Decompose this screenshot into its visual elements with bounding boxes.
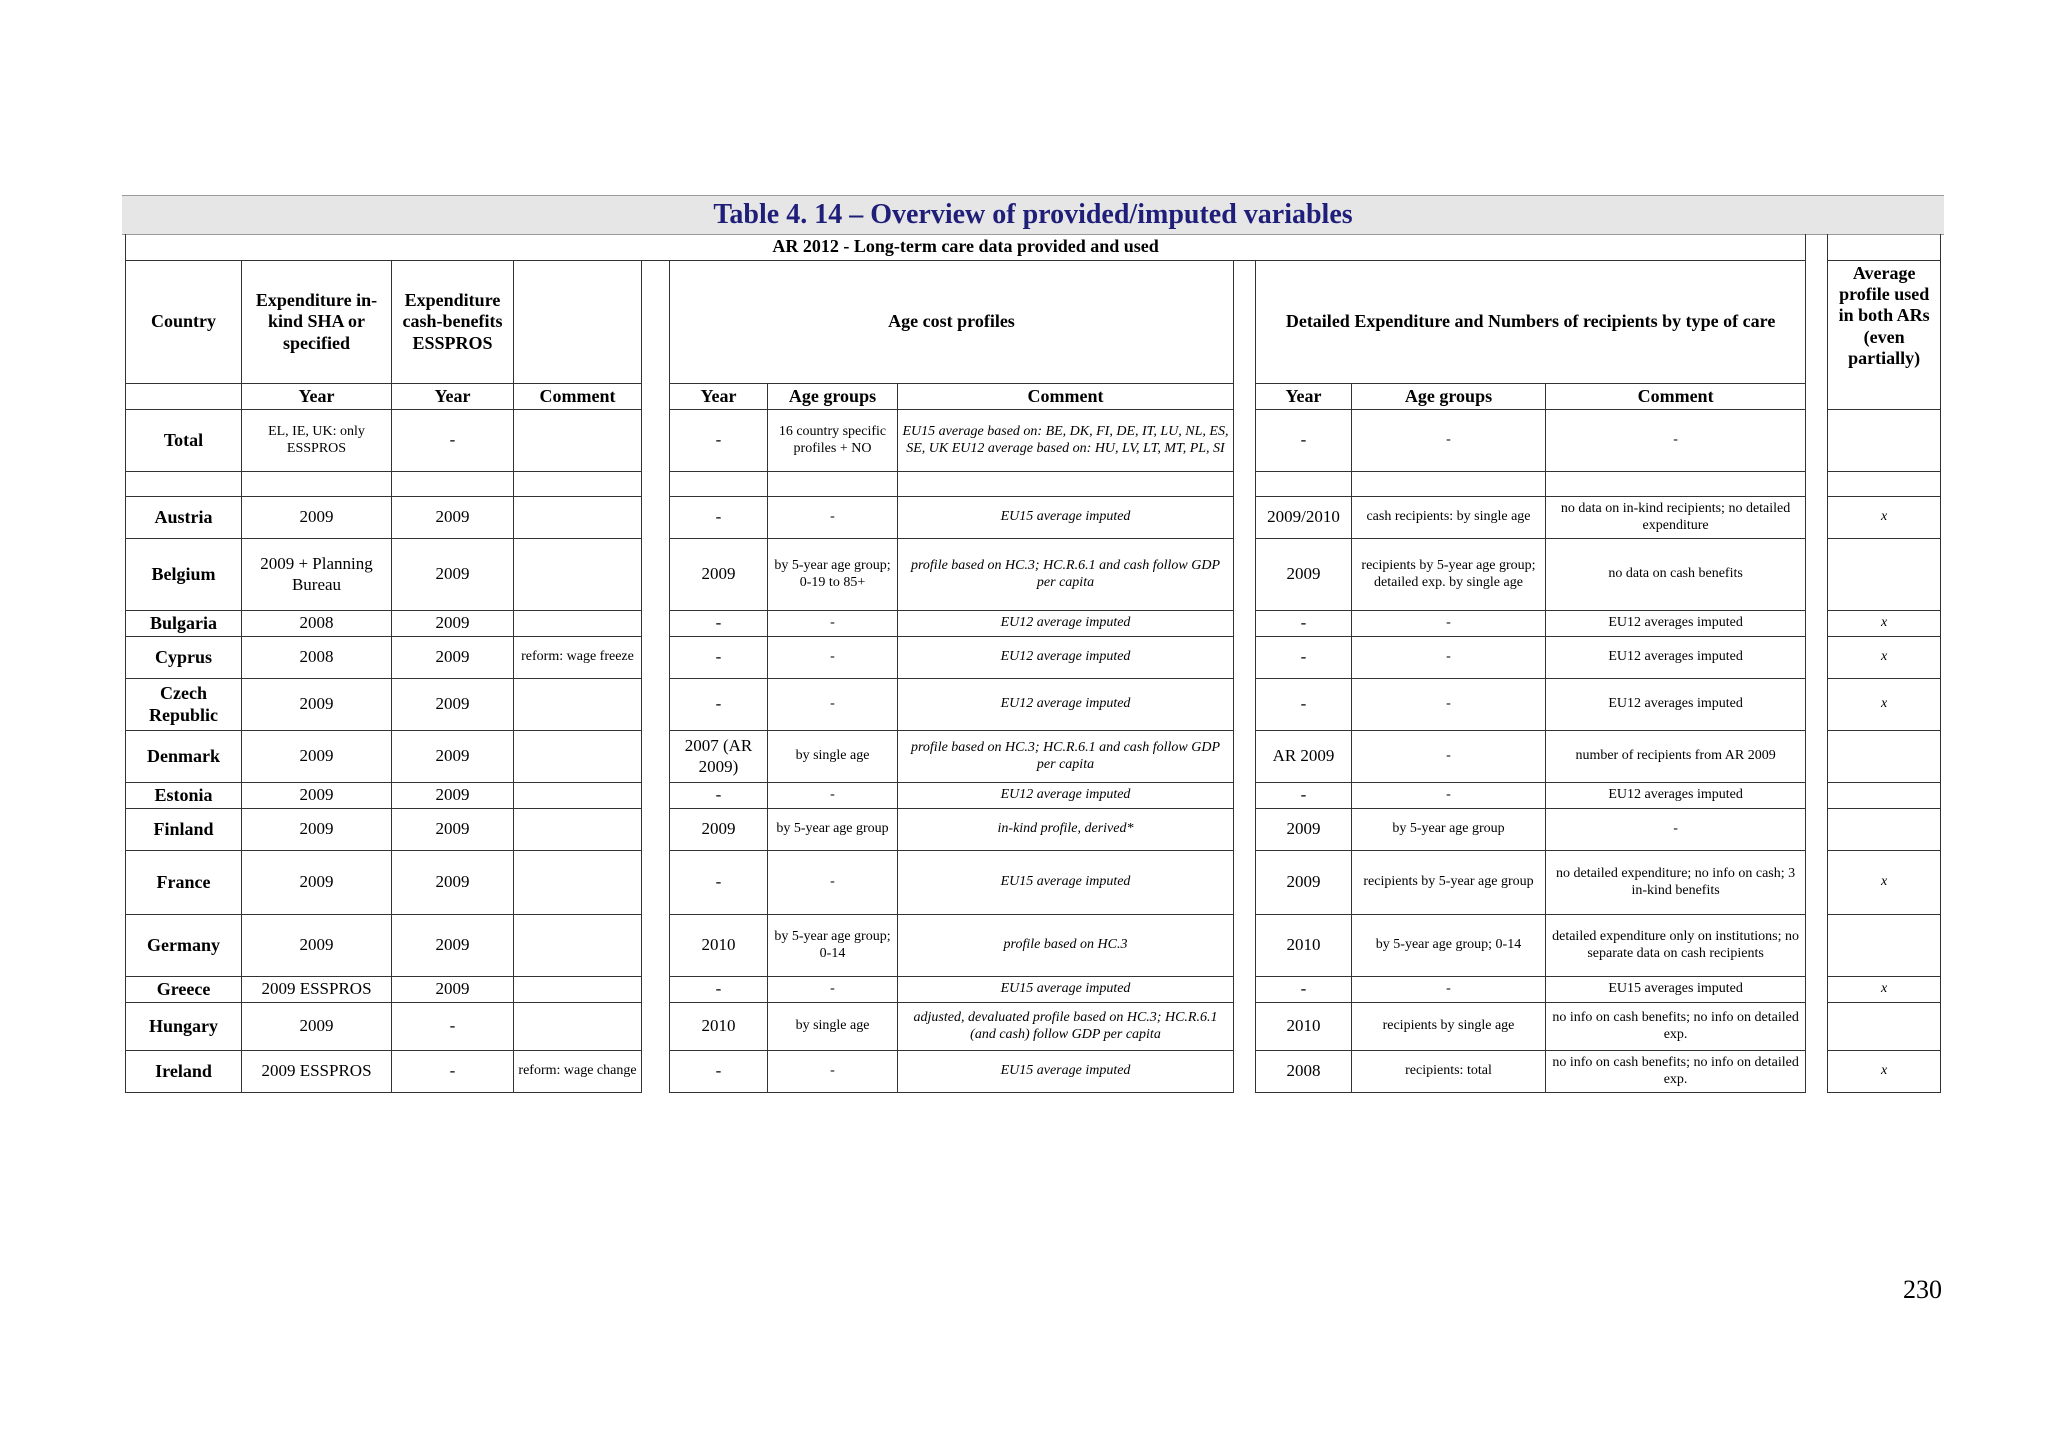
detailed-comment: detailed expenditure only on institutions; no separate data on cash recipients	[1546, 915, 1806, 977]
comment	[514, 731, 642, 783]
gap-cell	[642, 410, 670, 472]
detailed-year: 2010	[1256, 915, 1352, 977]
table-row	[126, 977, 1941, 1003]
detailed-comment: EU12 averages imputed	[1546, 611, 1806, 637]
caption-row	[126, 234, 1941, 261]
age-cost-comment	[898, 472, 1234, 497]
comment	[514, 915, 642, 977]
gap-cell	[642, 1051, 670, 1093]
age-cost-age-groups: -	[768, 637, 898, 679]
age-cost-year: 2009	[670, 809, 768, 851]
country-name: France	[126, 851, 242, 915]
gap-cell	[642, 611, 670, 637]
age-cost-year: -	[670, 977, 768, 1003]
subheader-year: Year	[670, 384, 768, 410]
age-cost-year: 2007 (AR 2009)	[670, 731, 768, 783]
age-cost-age-groups: -	[768, 977, 898, 1003]
gap-cell	[642, 915, 670, 977]
average-profile-mark: x	[1828, 679, 1941, 731]
age-cost-year: -	[670, 1051, 768, 1093]
exp-cash-year: 2009	[392, 637, 514, 679]
age-cost-year	[670, 472, 768, 497]
exp-inkind-year: 2009	[242, 915, 392, 977]
detailed-age-groups: -	[1352, 731, 1546, 783]
table-row	[126, 410, 1941, 472]
gap-cell	[1234, 637, 1256, 679]
comment: reform: wage change	[514, 1051, 642, 1093]
exp-inkind-year: 2009 + Planning Bureau	[242, 539, 392, 611]
average-profile-mark	[1828, 809, 1941, 851]
age-cost-comment: profile based on HC.3; HC.R.6.1 and cash follow GDP per capita	[898, 539, 1234, 611]
gap-cell	[1234, 809, 1256, 851]
subheader-year: Year	[392, 384, 514, 410]
table-caption: AR 2012 - Long-term care data provided and used	[126, 234, 1806, 261]
header-row	[126, 261, 1941, 384]
average-profile-mark	[1828, 731, 1941, 783]
gap-cell	[1806, 539, 1828, 611]
age-cost-age-groups: -	[768, 611, 898, 637]
table-row	[126, 679, 1941, 731]
table-row	[126, 637, 1941, 679]
table-row	[126, 851, 1941, 915]
subheader-comment: Comment	[898, 384, 1234, 410]
detailed-age-groups: recipients by 5-year age group; detailed exp. by single age	[1352, 539, 1546, 611]
average-profile-mark: x	[1828, 1051, 1941, 1093]
subheader-comment: Comment	[514, 384, 642, 410]
comment	[514, 497, 642, 539]
gap-cell	[642, 783, 670, 809]
exp-cash-year: 2009	[392, 731, 514, 783]
age-cost-comment: adjusted, devaluated profile based on HC.3; HC.R.6.1 (and cash) follow GDP per capita	[898, 1003, 1234, 1051]
header-detailed-expenditure: Detailed Expenditure and Numbers of recipients by type of care	[1256, 261, 1806, 384]
exp-cash-year: 2009	[392, 539, 514, 611]
header-blank	[514, 261, 642, 384]
detailed-age-groups: -	[1352, 611, 1546, 637]
country-name: Germany	[126, 915, 242, 977]
gap-cell	[1234, 679, 1256, 731]
subheader-comment: Comment	[1546, 384, 1806, 410]
exp-inkind-year: 2009	[242, 809, 392, 851]
detailed-year: -	[1256, 679, 1352, 731]
ltc-overview-table	[125, 234, 1941, 1093]
header-exp-cash: Expenditure cash-benefits ESSPROS	[392, 261, 514, 384]
age-cost-year: -	[670, 679, 768, 731]
gap-cell	[1234, 261, 1256, 384]
comment	[514, 783, 642, 809]
average-profile-mark: x	[1828, 637, 1941, 679]
age-cost-age-groups: by single age	[768, 731, 898, 783]
detailed-age-groups: recipients: total	[1352, 1051, 1546, 1093]
detailed-comment: number of recipients from AR 2009	[1546, 731, 1806, 783]
country-name: Ireland	[126, 1051, 242, 1093]
gap-cell	[1806, 410, 1828, 472]
page-number: 230	[1903, 1275, 1942, 1304]
detailed-age-groups: -	[1352, 637, 1546, 679]
gap-cell	[642, 1003, 670, 1051]
age-cost-year: -	[670, 637, 768, 679]
gap-cell	[642, 679, 670, 731]
table-row	[126, 731, 1941, 783]
gap-cell	[1806, 637, 1828, 679]
gap-cell	[1234, 410, 1256, 472]
gap-cell	[1806, 851, 1828, 915]
country-name: Hungary	[126, 1003, 242, 1051]
comment	[514, 809, 642, 851]
gap-cell	[1806, 611, 1828, 637]
exp-inkind-year: 2009	[242, 1003, 392, 1051]
gap-cell	[1806, 1051, 1828, 1093]
exp-inkind-year: 2009	[242, 679, 392, 731]
table-title: Table 4. 14 – Overview of provided/imputed variables	[713, 199, 1353, 230]
detailed-comment: EU15 averages imputed	[1546, 977, 1806, 1003]
gap-cell	[642, 384, 670, 410]
comment	[514, 539, 642, 611]
country-name: Bulgaria	[126, 611, 242, 637]
average-profile-mark	[1828, 1003, 1941, 1051]
age-cost-year: -	[670, 611, 768, 637]
exp-inkind-year: 2009 ESSPROS	[242, 1051, 392, 1093]
age-cost-age-groups: -	[768, 497, 898, 539]
age-cost-comment: profile based on HC.3; HC.R.6.1 and cash follow GDP per capita	[898, 731, 1234, 783]
detailed-year: -	[1256, 637, 1352, 679]
average-profile-mark	[1828, 539, 1941, 611]
detailed-comment: EU12 averages imputed	[1546, 637, 1806, 679]
gap-cell	[1234, 731, 1256, 783]
average-profile-mark: x	[1828, 851, 1941, 915]
exp-inkind-year: 2009	[242, 783, 392, 809]
exp-cash-year	[392, 472, 514, 497]
detailed-comment: no data on cash benefits	[1546, 539, 1806, 611]
gap-cell	[1806, 977, 1828, 1003]
average-profile-mark: x	[1828, 977, 1941, 1003]
detailed-age-groups: by 5-year age group	[1352, 809, 1546, 851]
subheader-row	[126, 384, 1941, 410]
gap-cell	[1806, 497, 1828, 539]
exp-inkind-year: EL, IE, UK: only ESSPROS	[242, 410, 392, 472]
exp-cash-year: 2009	[392, 783, 514, 809]
subheader-age-groups: Age groups	[768, 384, 898, 410]
detailed-year: 2008	[1256, 1051, 1352, 1093]
detailed-year: 2009	[1256, 809, 1352, 851]
gap-cell	[1806, 234, 1828, 261]
average-profile-mark	[1828, 472, 1941, 497]
country-name: Total	[126, 410, 242, 472]
table-row	[126, 539, 1941, 611]
exp-cash-year: 2009	[392, 809, 514, 851]
gap-cell	[1806, 261, 1828, 384]
gap-cell	[642, 731, 670, 783]
gap-cell	[1234, 539, 1256, 611]
comment	[514, 679, 642, 731]
country-name: Finland	[126, 809, 242, 851]
age-cost-comment: EU15 average based on: BE, DK, FI, DE, IT, LU, NL, ES, SE, UK EU12 average based on: HU, LV, LT, MT, PL, SI	[898, 410, 1234, 472]
exp-cash-year: 2009	[392, 497, 514, 539]
gap-cell	[1234, 783, 1256, 809]
age-cost-comment: EU12 average imputed	[898, 611, 1234, 637]
exp-cash-year: 2009	[392, 977, 514, 1003]
gap-cell	[642, 851, 670, 915]
gap-cell	[1234, 977, 1256, 1003]
header-exp-inkind: Expenditure in-kind SHA or specified	[242, 261, 392, 384]
average-profile-mark	[1828, 783, 1941, 809]
exp-inkind-year: 2009 ESSPROS	[242, 977, 392, 1003]
country-name: Denmark	[126, 731, 242, 783]
age-cost-age-groups: by single age	[768, 1003, 898, 1051]
comment	[514, 851, 642, 915]
gap-cell	[642, 497, 670, 539]
gap-cell	[642, 809, 670, 851]
age-cost-age-groups: -	[768, 679, 898, 731]
gap-cell	[1234, 915, 1256, 977]
spacer-row	[126, 472, 1941, 497]
gap-cell	[1806, 809, 1828, 851]
detailed-year: AR 2009	[1256, 731, 1352, 783]
age-cost-comment: EU12 average imputed	[898, 637, 1234, 679]
detailed-comment: no info on cash benefits; no info on detailed exp.	[1546, 1051, 1806, 1093]
detailed-age-groups: recipients by 5-year age group	[1352, 851, 1546, 915]
age-cost-age-groups: 16 country specific profiles + NO	[768, 410, 898, 472]
gap-cell	[642, 977, 670, 1003]
header-country: Country	[126, 261, 242, 384]
age-cost-comment: EU12 average imputed	[898, 783, 1234, 809]
blank-cell	[1828, 234, 1941, 261]
table-row	[126, 497, 1941, 539]
gap-cell	[1234, 384, 1256, 410]
comment	[514, 472, 642, 497]
table-row	[126, 809, 1941, 851]
age-cost-comment: EU15 average imputed	[898, 497, 1234, 539]
gap-cell	[1234, 1003, 1256, 1051]
age-cost-comment: in-kind profile, derived*	[898, 809, 1234, 851]
detailed-year: 2009/2010	[1256, 497, 1352, 539]
table-row	[126, 1051, 1941, 1093]
detailed-year: -	[1256, 611, 1352, 637]
age-cost-year: -	[670, 783, 768, 809]
comment	[514, 611, 642, 637]
country-name	[126, 472, 242, 497]
detailed-year	[1256, 472, 1352, 497]
age-cost-comment: EU15 average imputed	[898, 977, 1234, 1003]
detailed-age-groups: -	[1352, 679, 1546, 731]
comment: reform: wage freeze	[514, 637, 642, 679]
age-cost-year: 2010	[670, 1003, 768, 1051]
detailed-comment	[1546, 472, 1806, 497]
country-name: Cyprus	[126, 637, 242, 679]
average-profile-mark	[1828, 410, 1941, 472]
age-cost-year: 2009	[670, 539, 768, 611]
detailed-age-groups: -	[1352, 783, 1546, 809]
gap-cell	[1234, 1051, 1256, 1093]
gap-cell	[1234, 611, 1256, 637]
average-profile-mark: x	[1828, 497, 1941, 539]
comment	[514, 410, 642, 472]
detailed-comment: EU12 averages imputed	[1546, 679, 1806, 731]
subheader-year: Year	[1256, 384, 1352, 410]
detailed-comment: EU12 averages imputed	[1546, 783, 1806, 809]
country-name: Belgium	[126, 539, 242, 611]
detailed-comment: no detailed expenditure; no info on cash; 3 in-kind benefits	[1546, 851, 1806, 915]
detailed-year: -	[1256, 410, 1352, 472]
gap-cell	[1806, 783, 1828, 809]
detailed-year: 2009	[1256, 539, 1352, 611]
age-cost-age-groups: -	[768, 783, 898, 809]
table-row	[126, 611, 1941, 637]
comment	[514, 1003, 642, 1051]
detailed-comment: -	[1546, 809, 1806, 851]
age-cost-year: -	[670, 497, 768, 539]
exp-cash-year: -	[392, 1003, 514, 1051]
gap-cell	[642, 637, 670, 679]
detailed-comment: no info on cash benefits; no info on detailed exp.	[1546, 1003, 1806, 1051]
detailed-year: 2009	[1256, 851, 1352, 915]
average-profile-mark: x	[1828, 611, 1941, 637]
exp-inkind-year: 2008	[242, 611, 392, 637]
exp-cash-year: -	[392, 410, 514, 472]
gap-cell	[1806, 384, 1828, 410]
exp-inkind-year: 2008	[242, 637, 392, 679]
country-name: Estonia	[126, 783, 242, 809]
subheader-year: Year	[242, 384, 392, 410]
header-age-cost-profiles: Age cost profiles	[670, 261, 1234, 384]
country-name: Greece	[126, 977, 242, 1003]
country-name: Austria	[126, 497, 242, 539]
gap-cell	[642, 472, 670, 497]
age-cost-comment: EU15 average imputed	[898, 851, 1234, 915]
country-name: Czech Republic	[126, 679, 242, 731]
age-cost-year: 2010	[670, 915, 768, 977]
detailed-year: 2010	[1256, 1003, 1352, 1051]
table-title-bar	[122, 195, 1944, 235]
gap-cell	[1806, 731, 1828, 783]
exp-inkind-year	[242, 472, 392, 497]
exp-inkind-year: 2009	[242, 851, 392, 915]
gap-cell	[1234, 472, 1256, 497]
table-row	[126, 915, 1941, 977]
comment	[514, 977, 642, 1003]
age-cost-comment: EU12 average imputed	[898, 679, 1234, 731]
age-cost-year: -	[670, 851, 768, 915]
exp-inkind-year: 2009	[242, 731, 392, 783]
table-row	[126, 783, 1941, 809]
table-row	[126, 1003, 1941, 1051]
detailed-year: -	[1256, 783, 1352, 809]
gap-cell	[1806, 679, 1828, 731]
subheader-blank	[126, 384, 242, 410]
detailed-age-groups: -	[1352, 410, 1546, 472]
average-profile-mark	[1828, 915, 1941, 977]
age-cost-age-groups	[768, 472, 898, 497]
detailed-year: -	[1256, 977, 1352, 1003]
exp-inkind-year: 2009	[242, 497, 392, 539]
age-cost-age-groups: by 5-year age group	[768, 809, 898, 851]
age-cost-age-groups: -	[768, 1051, 898, 1093]
gap-cell	[642, 261, 670, 384]
detailed-comment: no data on in-kind recipients; no detailed expenditure	[1546, 497, 1806, 539]
age-cost-age-groups: -	[768, 851, 898, 915]
exp-cash-year: -	[392, 1051, 514, 1093]
header-average-profile: Average profile used in both ARs (even partially)	[1828, 261, 1941, 410]
exp-cash-year: 2009	[392, 679, 514, 731]
exp-cash-year: 2009	[392, 851, 514, 915]
gap-cell	[1806, 915, 1828, 977]
exp-cash-year: 2009	[392, 915, 514, 977]
gap-cell	[1806, 472, 1828, 497]
detailed-comment: -	[1546, 410, 1806, 472]
gap-cell	[642, 539, 670, 611]
detailed-age-groups: recipients by single age	[1352, 1003, 1546, 1051]
age-cost-age-groups: by 5-year age group; 0-14	[768, 915, 898, 977]
gap-cell	[1806, 1003, 1828, 1051]
age-cost-age-groups: by 5-year age group; 0-19 to 85+	[768, 539, 898, 611]
subheader-age-groups: Age groups	[1352, 384, 1546, 410]
gap-cell	[1234, 851, 1256, 915]
exp-cash-year: 2009	[392, 611, 514, 637]
gap-cell	[1234, 497, 1256, 539]
detailed-age-groups: by 5-year age group; 0-14	[1352, 915, 1546, 977]
detailed-age-groups: cash recipients: by single age	[1352, 497, 1546, 539]
detailed-age-groups	[1352, 472, 1546, 497]
age-cost-comment: profile based on HC.3	[898, 915, 1234, 977]
age-cost-comment: EU15 average imputed	[898, 1051, 1234, 1093]
age-cost-year: -	[670, 410, 768, 472]
detailed-age-groups: -	[1352, 977, 1546, 1003]
